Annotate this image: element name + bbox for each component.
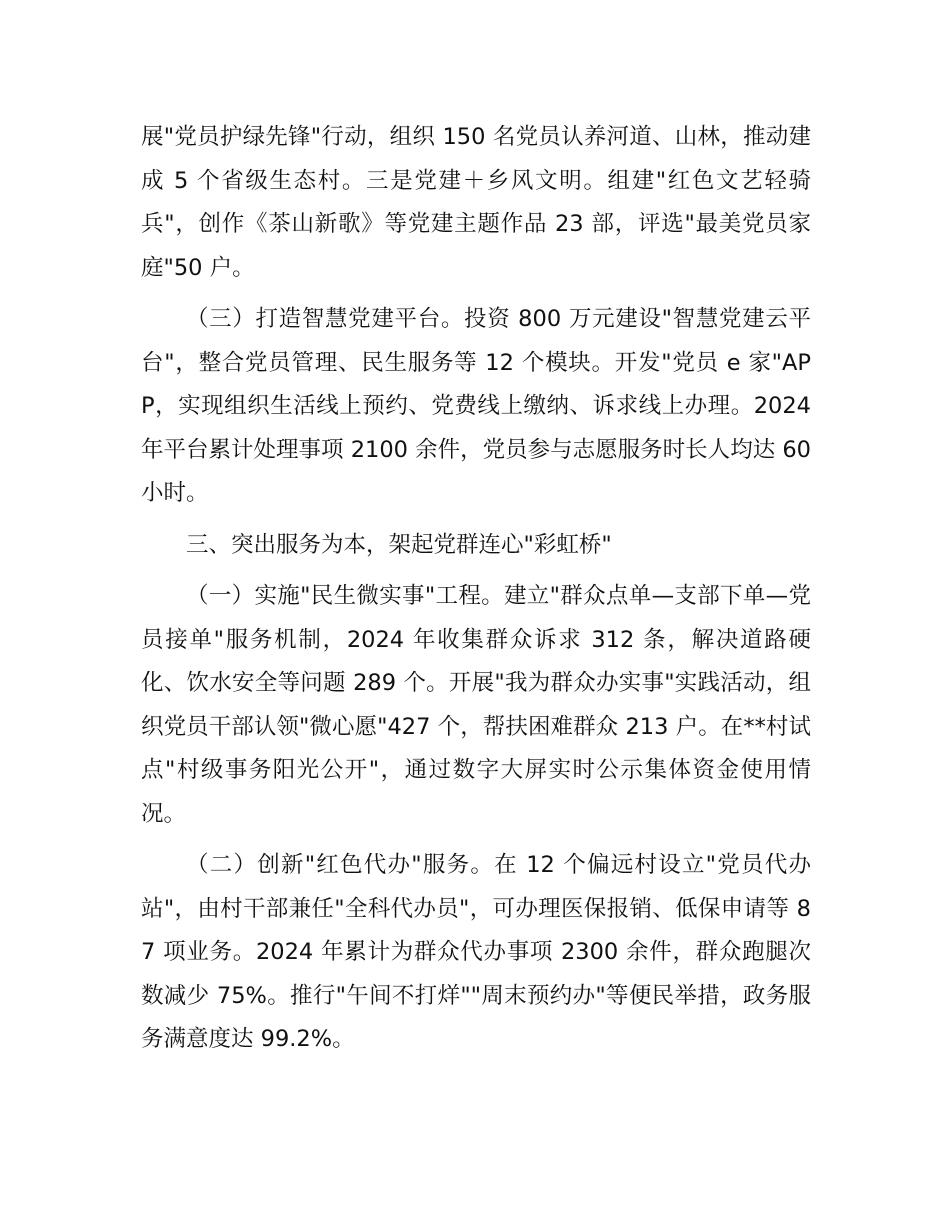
paragraph-smart-party-platform: （三）打造智慧党建平台。投资 800 万元建设"智慧党建云平台"，整合党员管理、民生服务等 12 个模块。开发"党员 e 家"APP，实现组织生活线上预约、党费线上缴纳、诉求线上办理。2024 年平台累计处理事项 2100 余件，党员参与志愿服务时长人均达 60 小时。 [141,306,811,506]
paragraph-red-agency-service: （二）创新"红色代办"服务。在 12 个偏远村设立"党员代办站"，由村干部兼任"全科代办员"，可办理医保报销、低保申请等 87 项业务。2024 年累计为群众代办事项 2300 余件，群众跑腿次数减少 75%。推行"午间不打烊""周末预约办"等便民举措，政务服务满意度达 99.2%。 [141,852,811,1052]
paragraph-continuation: 展"党员护绿先锋"行动，组织 150 名党员认养河道、山林，推动建成 5 个省级生态村。三是党建＋乡风文明。组建"红色文艺轻骑兵"，创作《茶山新歌》等党建主题作品 23 部，评选"最美党员家庭"50 户。 [141,124,811,281]
section-heading-service: 三、突出服务为本，架起党群连心"彩虹桥" [186,531,612,558]
document-body [141,116,811,1070]
paragraph-livelihood-project: （一）实施"民生微实事"工程。建立"群众点单—支部下单—党员接单"服务机制，2024 年收集群众诉求 312 条，解决道路硬化、饮水安全等问题 289 个。开展"我为群众办实事"实践活动，组织党员干部认领"微心愿"427 个，帮扶困难群众 213 户。在**村试点"村级事务阳光公开"，通过数字大屏实时公示集体资金使用情况。 [141,583,811,827]
